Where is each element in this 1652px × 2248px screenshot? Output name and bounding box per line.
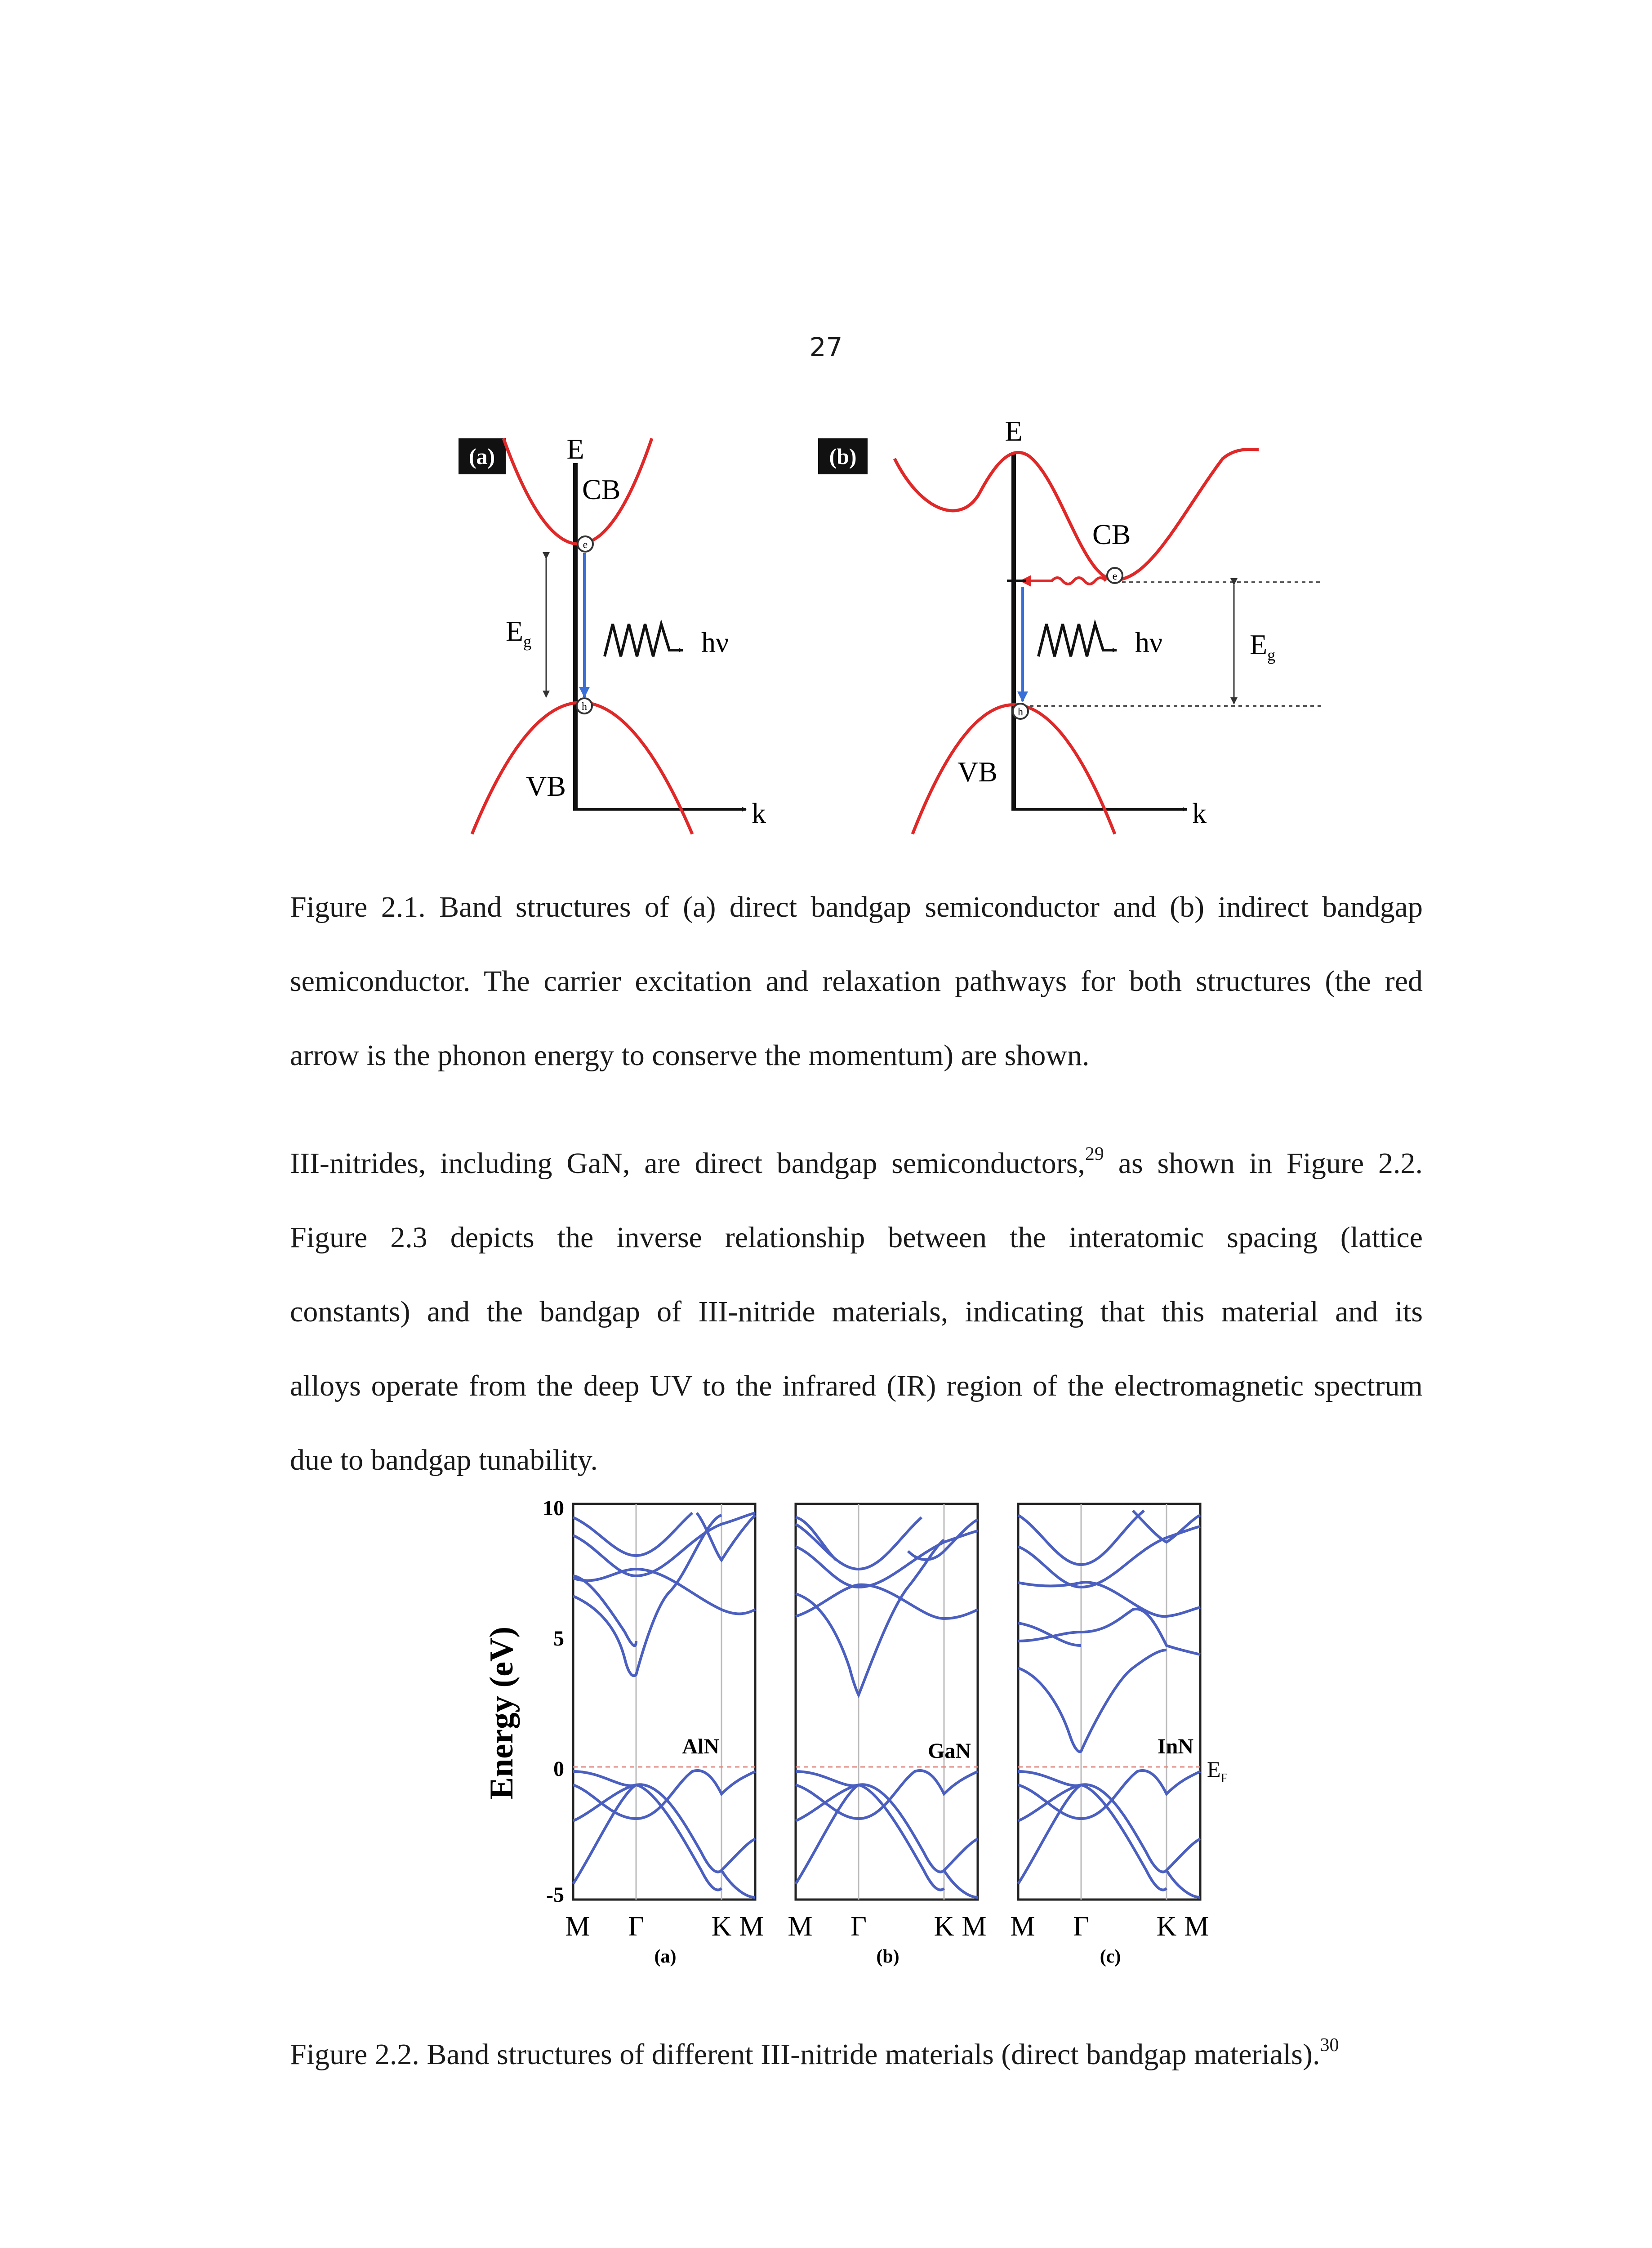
panel-a-e-label: E bbox=[566, 433, 584, 465]
panel-a-photon-label: hν bbox=[701, 626, 729, 658]
panel-a-cb-label: CB bbox=[582, 473, 621, 505]
panel-b-cb-label: CB bbox=[1092, 518, 1131, 550]
k-label: K bbox=[1156, 1911, 1177, 1942]
citation-29: 29 bbox=[1085, 1144, 1104, 1164]
panel-b-photon-label: hν bbox=[1135, 626, 1162, 658]
panel-b-e-label: E bbox=[1005, 415, 1023, 447]
k-label: M bbox=[1184, 1911, 1209, 1942]
panel-a-photon-wave bbox=[605, 624, 683, 656]
y-tick: 5 bbox=[553, 1627, 564, 1650]
body-paragraph bbox=[290, 1126, 1423, 1497]
body-line: alloys operate from the deep UV to the infrared (IR) region of the electromagnetic spectrum bbox=[290, 1369, 1423, 1402]
body-line: constants) and the bandgap of III-nitride materials, indicating that this material and its bbox=[290, 1295, 1423, 1328]
panel-b bbox=[818, 415, 1322, 834]
panel-b-phonon-arrow bbox=[1020, 578, 1106, 584]
figure-2-1 bbox=[459, 414, 1331, 845]
caption-line: Figure 2.1. Band structures of (a) direct bandgap semiconductor and (b) indirect bandgap bbox=[290, 891, 1423, 923]
panel-b-tag: (b) bbox=[829, 444, 857, 469]
material-label-aln: AlN bbox=[682, 1735, 719, 1758]
page-number: 27 bbox=[809, 332, 843, 362]
panel-b-eg-label: $E_g$ bbox=[1250, 629, 1276, 664]
y-tick: -5 bbox=[546, 1883, 564, 1907]
panel-b-vb-label: VB bbox=[957, 756, 997, 788]
caption-line: semiconductor. The carrier excitation and relaxation pathways for both structures (the red bbox=[290, 965, 1423, 998]
band-panel-inn bbox=[1010, 1504, 1209, 1967]
panel-b-k-label: k bbox=[1192, 797, 1207, 829]
y-tick: 0 bbox=[553, 1757, 564, 1781]
panel-b-hole-label: h bbox=[1018, 706, 1023, 718]
k-label: M bbox=[1010, 1911, 1035, 1942]
k-label: K bbox=[711, 1911, 732, 1942]
panel-a-hole-label: h bbox=[582, 701, 587, 713]
k-label: Γ bbox=[1073, 1911, 1089, 1942]
panel-a-eg-label: $E_g$ bbox=[506, 615, 532, 651]
band-panel-aln bbox=[565, 1504, 764, 1967]
band-panel-gan bbox=[788, 1504, 986, 1967]
body-line: due to bandgap tunability. bbox=[290, 1444, 598, 1476]
k-label: Γ bbox=[628, 1911, 644, 1942]
figure-2-2-caption: Figure 2.2. Band structures of different III-nitride materials (direct bandgap materials).$^{30}$ bbox=[290, 2035, 1339, 2071]
panel-a-electron-label: e bbox=[583, 539, 588, 551]
fermi-label: $E_F$ bbox=[1207, 1757, 1228, 1785]
y-tick: 10 bbox=[543, 1497, 564, 1520]
material-label-inn: InN bbox=[1157, 1735, 1193, 1758]
panel-a-vb-label: VB bbox=[526, 770, 566, 802]
panel-a-valence-band bbox=[472, 703, 692, 834]
k-label: Γ bbox=[850, 1911, 867, 1942]
k-label: M bbox=[565, 1911, 590, 1942]
panel-b-conduction-band bbox=[895, 450, 1259, 580]
panel-a-tag: (a) bbox=[468, 444, 495, 469]
panel-tag: (b) bbox=[876, 1946, 899, 1967]
figure-2-1-caption bbox=[290, 870, 1423, 1093]
body-line: III-nitrides, including GaN, are direct bandgap semiconductors,$^{29}$ as shown in Figure 2.2. bbox=[290, 1144, 1423, 1180]
panel-tag: (a) bbox=[654, 1946, 677, 1967]
citation-30: 30 bbox=[1320, 2035, 1339, 2056]
k-label: M bbox=[739, 1911, 764, 1942]
material-label-gan: GaN bbox=[928, 1739, 971, 1763]
k-label: K bbox=[934, 1911, 954, 1942]
k-label: M bbox=[788, 1911, 813, 1942]
panel-b-photon-wave bbox=[1038, 624, 1117, 656]
panel-tag: (c) bbox=[1100, 1946, 1121, 1967]
k-label: M bbox=[962, 1911, 987, 1942]
body-line: Figure 2.3 depicts the inverse relationship between the interatomic spacing (lattice bbox=[290, 1221, 1423, 1254]
figure-2-2 bbox=[476, 1497, 1241, 2028]
y-axis-label: Energy (eV) bbox=[483, 1626, 520, 1800]
caption-line: arrow is the phonon energy to conserve the momentum) are shown. bbox=[290, 1039, 1090, 1072]
panel-b-electron-label: e bbox=[1112, 571, 1118, 582]
panel-a-k-label: k bbox=[752, 797, 766, 829]
panel-a bbox=[459, 433, 766, 834]
